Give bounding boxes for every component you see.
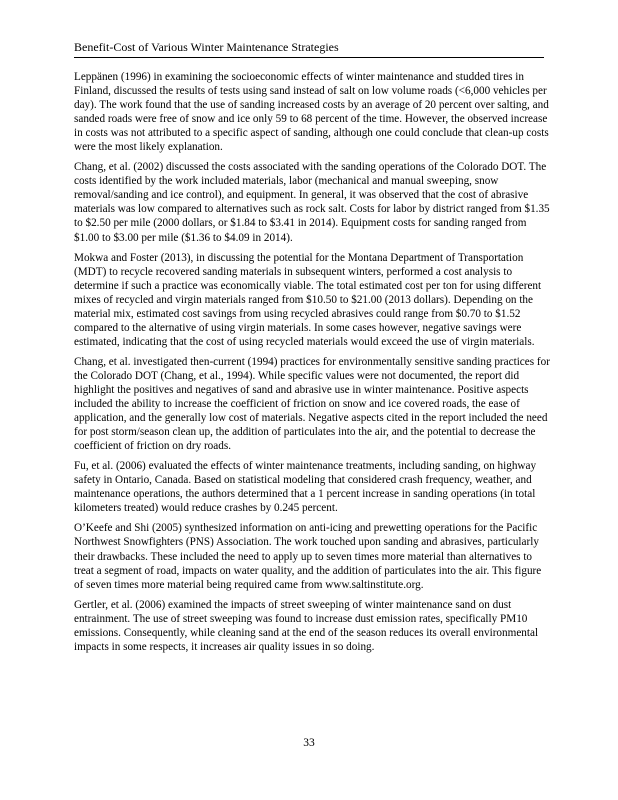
paragraph-chang-2002: Chang, et al. (2002) discussed the costs associated with the sanding operations of the Colorado DOT. The costs identified by the work included materials, labor (mechanical and manual sweeping, snow removal/sanding and ice control), and equipment. In general, it was observed that the cost of abrasive materials was low compared to alternatives such as rock salt. Costs for labor by district ranged from $1.35 to $2.50 per mile (2000 dollars, or $1.84 to $3.41 in 2014). Equipment costs for sanding ranged from $1.00 to $3.00 per mile ($1.36 to $4.09 in 2014). <box>74 161 550 244</box>
paragraph-okeefe-shi: O’Keefe and Shi (2005) synthesized information on anti-icing and prewetting operations for the Pacific Northwest Snowfighters (PNS) Association. The work touched upon sanding and abrasives, particularly their drawbacks. These included the need to apply up to seven times more material than alternatives to treat a segment of road, impacts on water quality, and the addition of particulates into the air. This figure of seven times more material being required came from www.saltinstitute.org. <box>74 522 542 591</box>
paragraph-fu: Fu, et al. (2006) evaluated the effects of winter maintenance treatments, including sanding, on highway safety in Ontario, Canada. Based on statistical modeling that considered crash frequency, weather, and maintenance operations, the authors determined that a 1 percent increase in sanding operations (in total kilometers treated) would reduce crashes by 0.245 percent. <box>74 460 537 515</box>
header-title: Benefit-Cost of Various Winter Maintenance Strategies <box>74 40 339 54</box>
paragraph-leppanen: Leppänen (1996) in examining the socioeconomic effects of winter maintenance and studded tires in Finland, discussed the results of tests using sand instead of salt on low volume roads (<6,000 vehicles per day). The work found that the use of sanding increased costs by an average of 20 percent over salting, and sanded roads were free of snow and ice only 59 to 68 percent of the time. However, the observed increase in costs was not attributed to a specific aspect of sanding, although one could conclude that clean-up costs were the most likely explanation. <box>74 71 549 154</box>
page-body <box>74 70 552 660</box>
paragraph-chang-1994: Chang, et al. investigated then-current (1994) practices for environmentally sensitive sanding practices for the Colorado DOT (Chang, et al., 1994). While specific values were not documented, the report did highlight the positives and negatives of sand and abrasive use in winter maintenance. Positive aspects included the ability to increase the coefficient of friction on snow and ice covered roads, the ease of application, and the generally low cost of materials. Negative aspects cited in the report included the need for post storm/season clean up, the addition of particulates into the air, and the potential to decrease the coefficient of friction on dry roads. <box>74 355 550 453</box>
paragraph-gertler: Gertler, et al. (2006) examined the impacts of street sweeping of winter maintenance sand on dust entrainment. The use of street sweeping was found to increase dust emission rates, specifically PM10 emissions. Consequently, while cleaning sand at the end of the season reduces its overall environmental impacts in some respects, it increases air quality issues in so doing. <box>74 598 539 653</box>
page-header <box>74 40 544 58</box>
page-number: 33 <box>303 737 315 749</box>
paragraph-mokwa-foster: Mokwa and Foster (2013), in discussing the potential for the Montana Department of Transportation (MDT) to recycle recovered sanding materials in subsequent winters, performed a cost analysis to determine if such a practice was economically viable. The total estimated cost per ton for using different mixes of recycled and virgin materials ranged from $10.50 to $21.00 (2013 dollars). Depending on the material mix, estimated cost savings from using recycled abrasives could range from $0.70 to $1.52 compared to the alternative of using virgin materials. In some cases however, negative savings were estimated, indicating that the cost of using recycled materials would exceed the use of virgin materials. <box>74 251 542 348</box>
